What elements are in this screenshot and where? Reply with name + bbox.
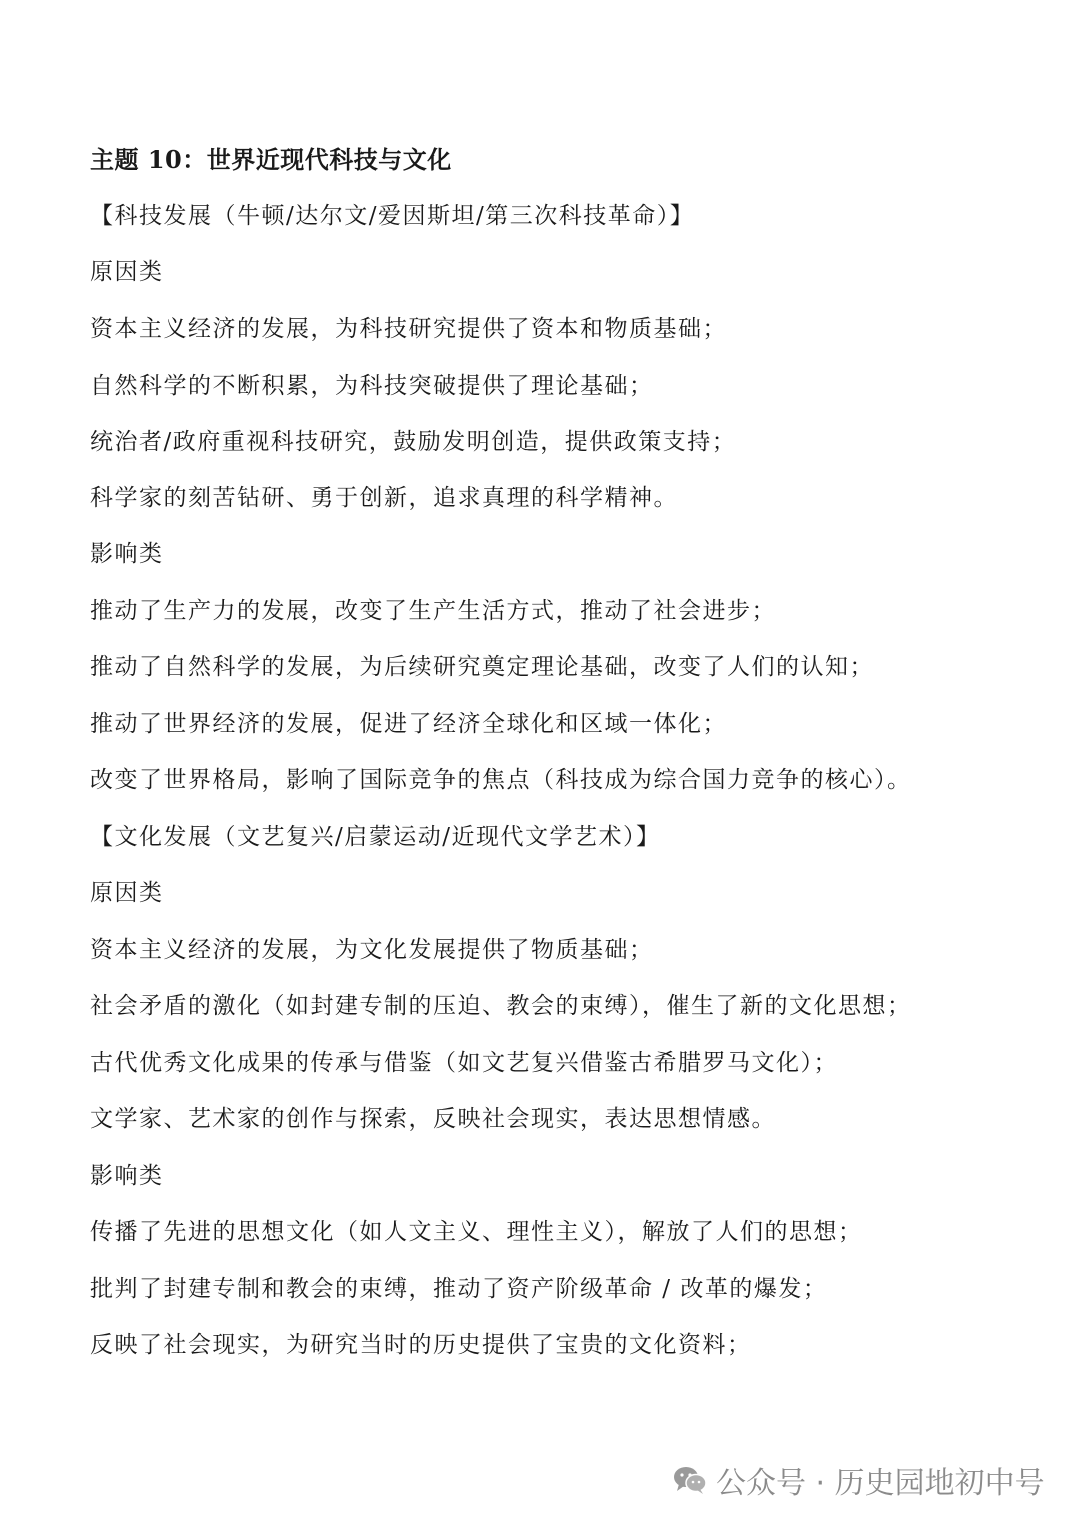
- wechat-icon: [672, 1464, 708, 1496]
- text-line: 资本主义经济的发展，为文化发展提供了物质基础；: [90, 937, 654, 963]
- text-line: 推动了生产力的发展，改变了生产生活方式，推动了社会进步；: [90, 598, 776, 624]
- subheading: 影响类: [90, 541, 164, 567]
- subheading: 影响类: [90, 1163, 164, 1189]
- subheading: 原因类: [90, 259, 164, 285]
- text-line: 推动了世界经济的发展，促进了经济全球化和区域一体化；: [90, 711, 727, 737]
- text-line: 社会矛盾的激化（如封建专制的压迫、教会的束缚），催生了新的文化思想；: [90, 993, 912, 1019]
- section-heading: 【文化发展（文艺复兴/启蒙运动/近现代文学艺术）】: [90, 824, 661, 850]
- text-line: 古代优秀文化成果的传承与借鉴（如文艺复兴借鉴古希腊罗马文化）；: [90, 1050, 838, 1076]
- subheading: 原因类: [90, 880, 164, 906]
- text-line: 统治者/政府重视科技研究，鼓励发明创造，提供政策支持；: [90, 429, 737, 455]
- text-line: 传播了先进的思想文化（如人文主义、理性主义），解放了人们的思想；: [90, 1219, 863, 1245]
- section-heading: 【科技发展（牛顿/达尔文/爱因斯坦/第三次科技革命）】: [90, 203, 695, 229]
- watermark-text: 公众号 · 历史园地初中号: [716, 1466, 1045, 1501]
- text-line: 自然科学的不断积累，为科技突破提供了理论基础；: [90, 373, 654, 399]
- text-line: 反映了社会现实，为研究当时的历史提供了宝贵的文化资料；: [90, 1332, 752, 1358]
- text-line: 资本主义经济的发展，为科技研究提供了资本和物质基础；: [90, 316, 727, 342]
- text-line: 推动了自然科学的发展，为后续研究奠定理论基础，改变了人们的认知；: [90, 654, 874, 680]
- text-line: 改变了世界格局，影响了国际竞争的焦点（科技成为综合国力竞争的核心）。: [90, 767, 912, 793]
- text-line: 批判了封建专制和教会的束缚，推动了资产阶级革命 / 改革的爆发；: [90, 1276, 828, 1302]
- text-line: 文学家、艺术家的创作与探索，反映社会现实，表达思想情感。: [90, 1106, 776, 1132]
- watermark: [672, 1452, 1045, 1508]
- page-title: 主题 10：世界近现代科技与文化: [90, 145, 452, 174]
- text-line: 科学家的刻苦钻研、勇于创新，追求真理的科学精神。: [90, 485, 678, 511]
